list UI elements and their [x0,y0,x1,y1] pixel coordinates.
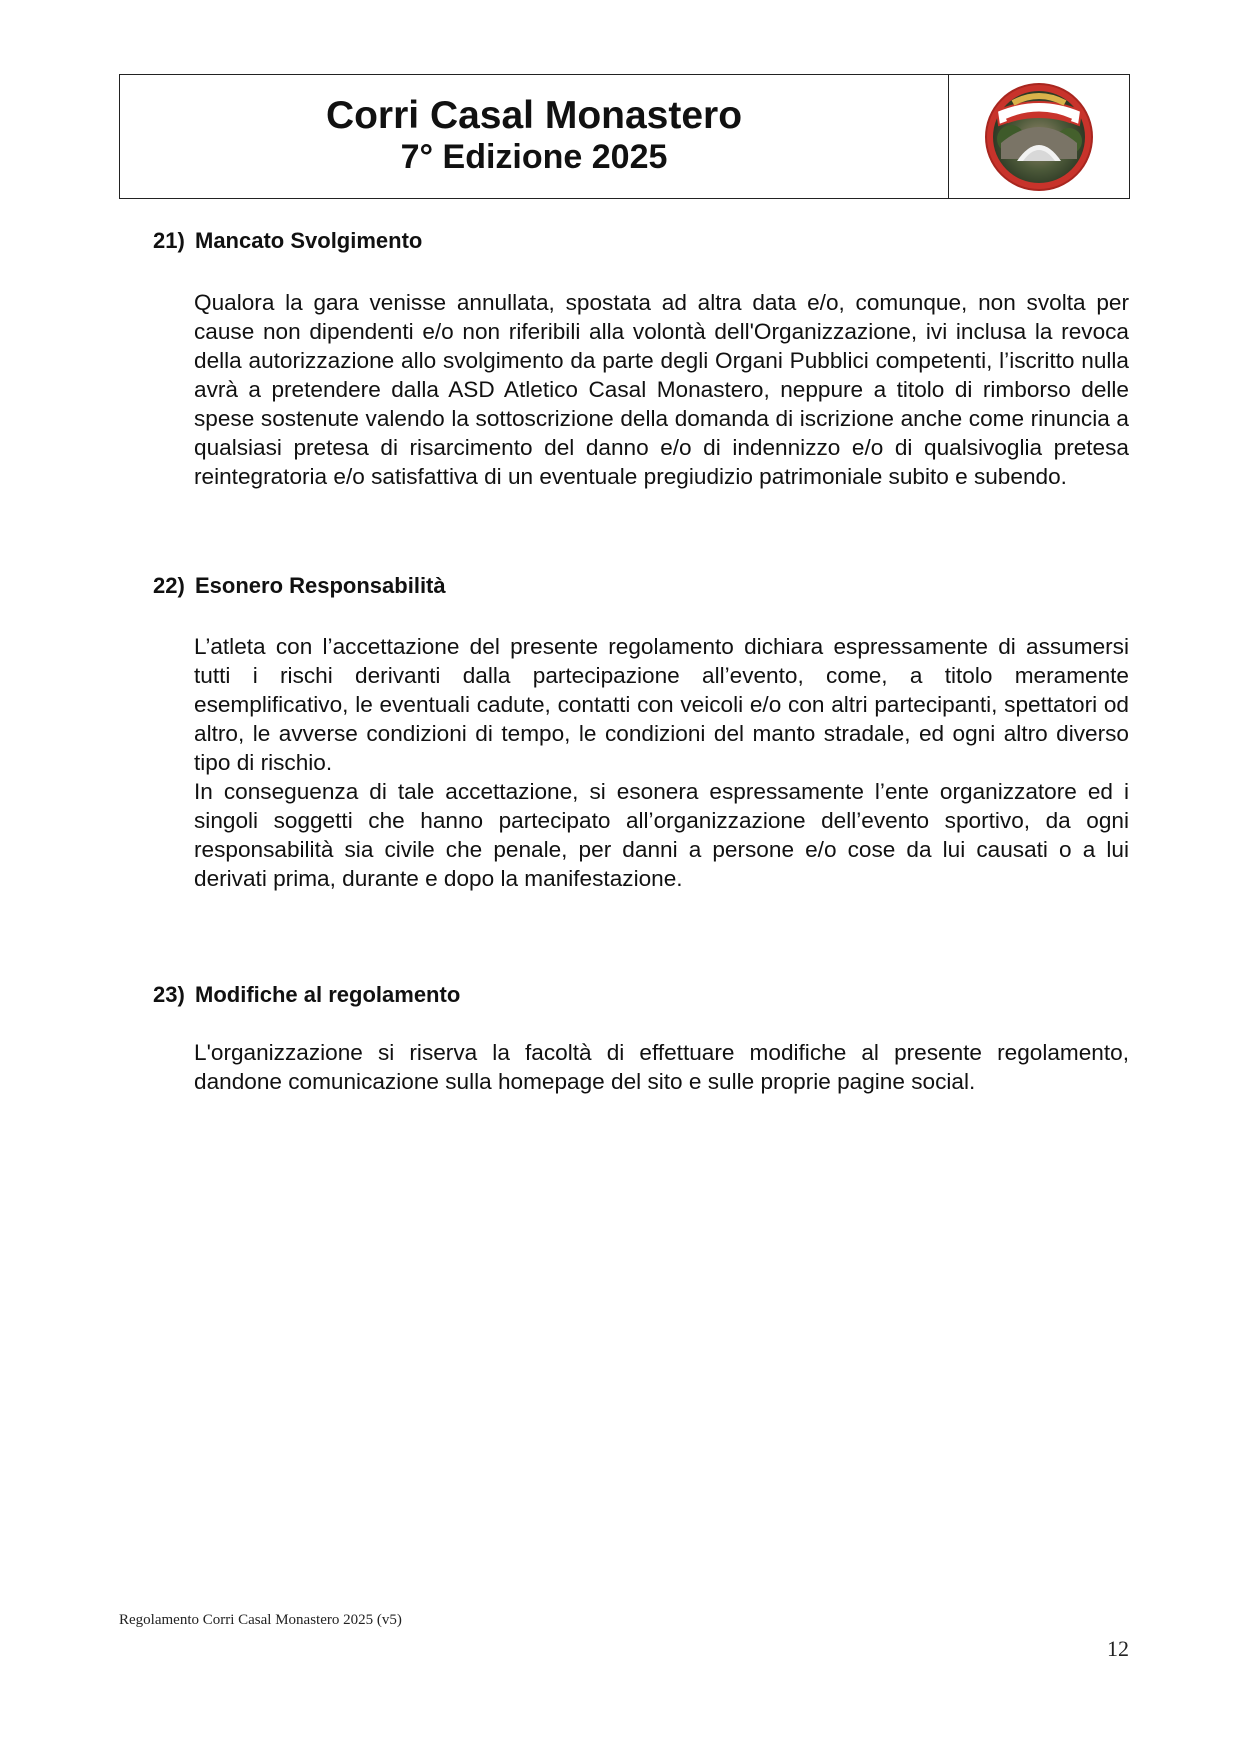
section-title: Mancato Svolgimento [195,228,423,253]
header-title-cell [120,75,949,198]
header-logo-cell [949,75,1129,198]
document-header [119,74,1130,199]
club-logo-icon [983,81,1095,193]
section-body [194,1038,1129,1096]
document-title: Corri Casal Monastero [325,93,743,137]
section-22 [153,573,1131,893]
section-21 [153,228,1131,491]
section-number: 21) [153,228,185,253]
section-body [194,632,1129,893]
section-23 [153,982,1131,1096]
section-number: 22) [153,573,185,598]
paragraph: In conseguenza di tale accettazione, si esonera espressamente l’ente organizzatore ed i singoli soggetti che hanno partecipato all’organizzazione dell’evento sportivo, da ogni responsabilità sia civile che penale, per danni a persone e/o cose da lui causati o a lui derivati prima, durante e dopo la manifestazione. [194,779,1129,891]
document-subtitle: 7° Edizione 2025 [400,137,668,176]
paragraph: L'organizzazione si riserva la facoltà di effettuare modifiche al presente regolamento, dandone comunicazione sulla homepage del sito e sulle proprie pagine social. [194,1040,1129,1094]
section-heading [153,573,1131,599]
section-title: Modifiche al regolamento [195,982,461,1007]
page-footer: Regolamento Corri Casal Monastero 2025 (v5) [119,1612,402,1628]
section-title: Esonero Responsabilità [195,573,446,598]
section-number: 23) [153,982,185,1007]
section-heading [153,228,1131,254]
paragraph: Qualora la gara venisse annullata, spostata ad altra data e/o, comunque, non svolta per cause non dipendenti e/o non riferibili alla volontà dell'Organizzazione, ivi inclusa la revoca della autorizzazione allo svolgimento da parte degli Organi Pubblici competenti, l’iscritto nulla avrà a pretendere dalla ASD Atletico Casal Monastero, neppure a titolo di rimborso delle spese sostenute valendo la sottoscrizione della domanda di iscrizione anche come rinuncia a qualsiasi pretesa di risarcimento del danno e/o di indennizzo e/o di qualsivoglia pretesa reintegratoria e/o satisfattiva di un eventuale pregiudizio patrimoniale subito e subendo. [194,290,1129,489]
section-heading [153,982,1131,1008]
paragraph: L’atleta con l’accettazione del presente regolamento dichiara espressamente di assumersi tutti i rischi derivanti dalla partecipazione all’evento, come, a titolo meramente esemplificativo, le eventuali cadute, contatti con veicoli e/o con altri partecipanti, spettatori od altro, le avverse condizioni di tempo, le condizioni del manto stradale, ed ogni altro diverso tipo di rischio. [194,634,1129,775]
section-body [194,288,1129,491]
page-number: 12 [1107,1636,1129,1661]
